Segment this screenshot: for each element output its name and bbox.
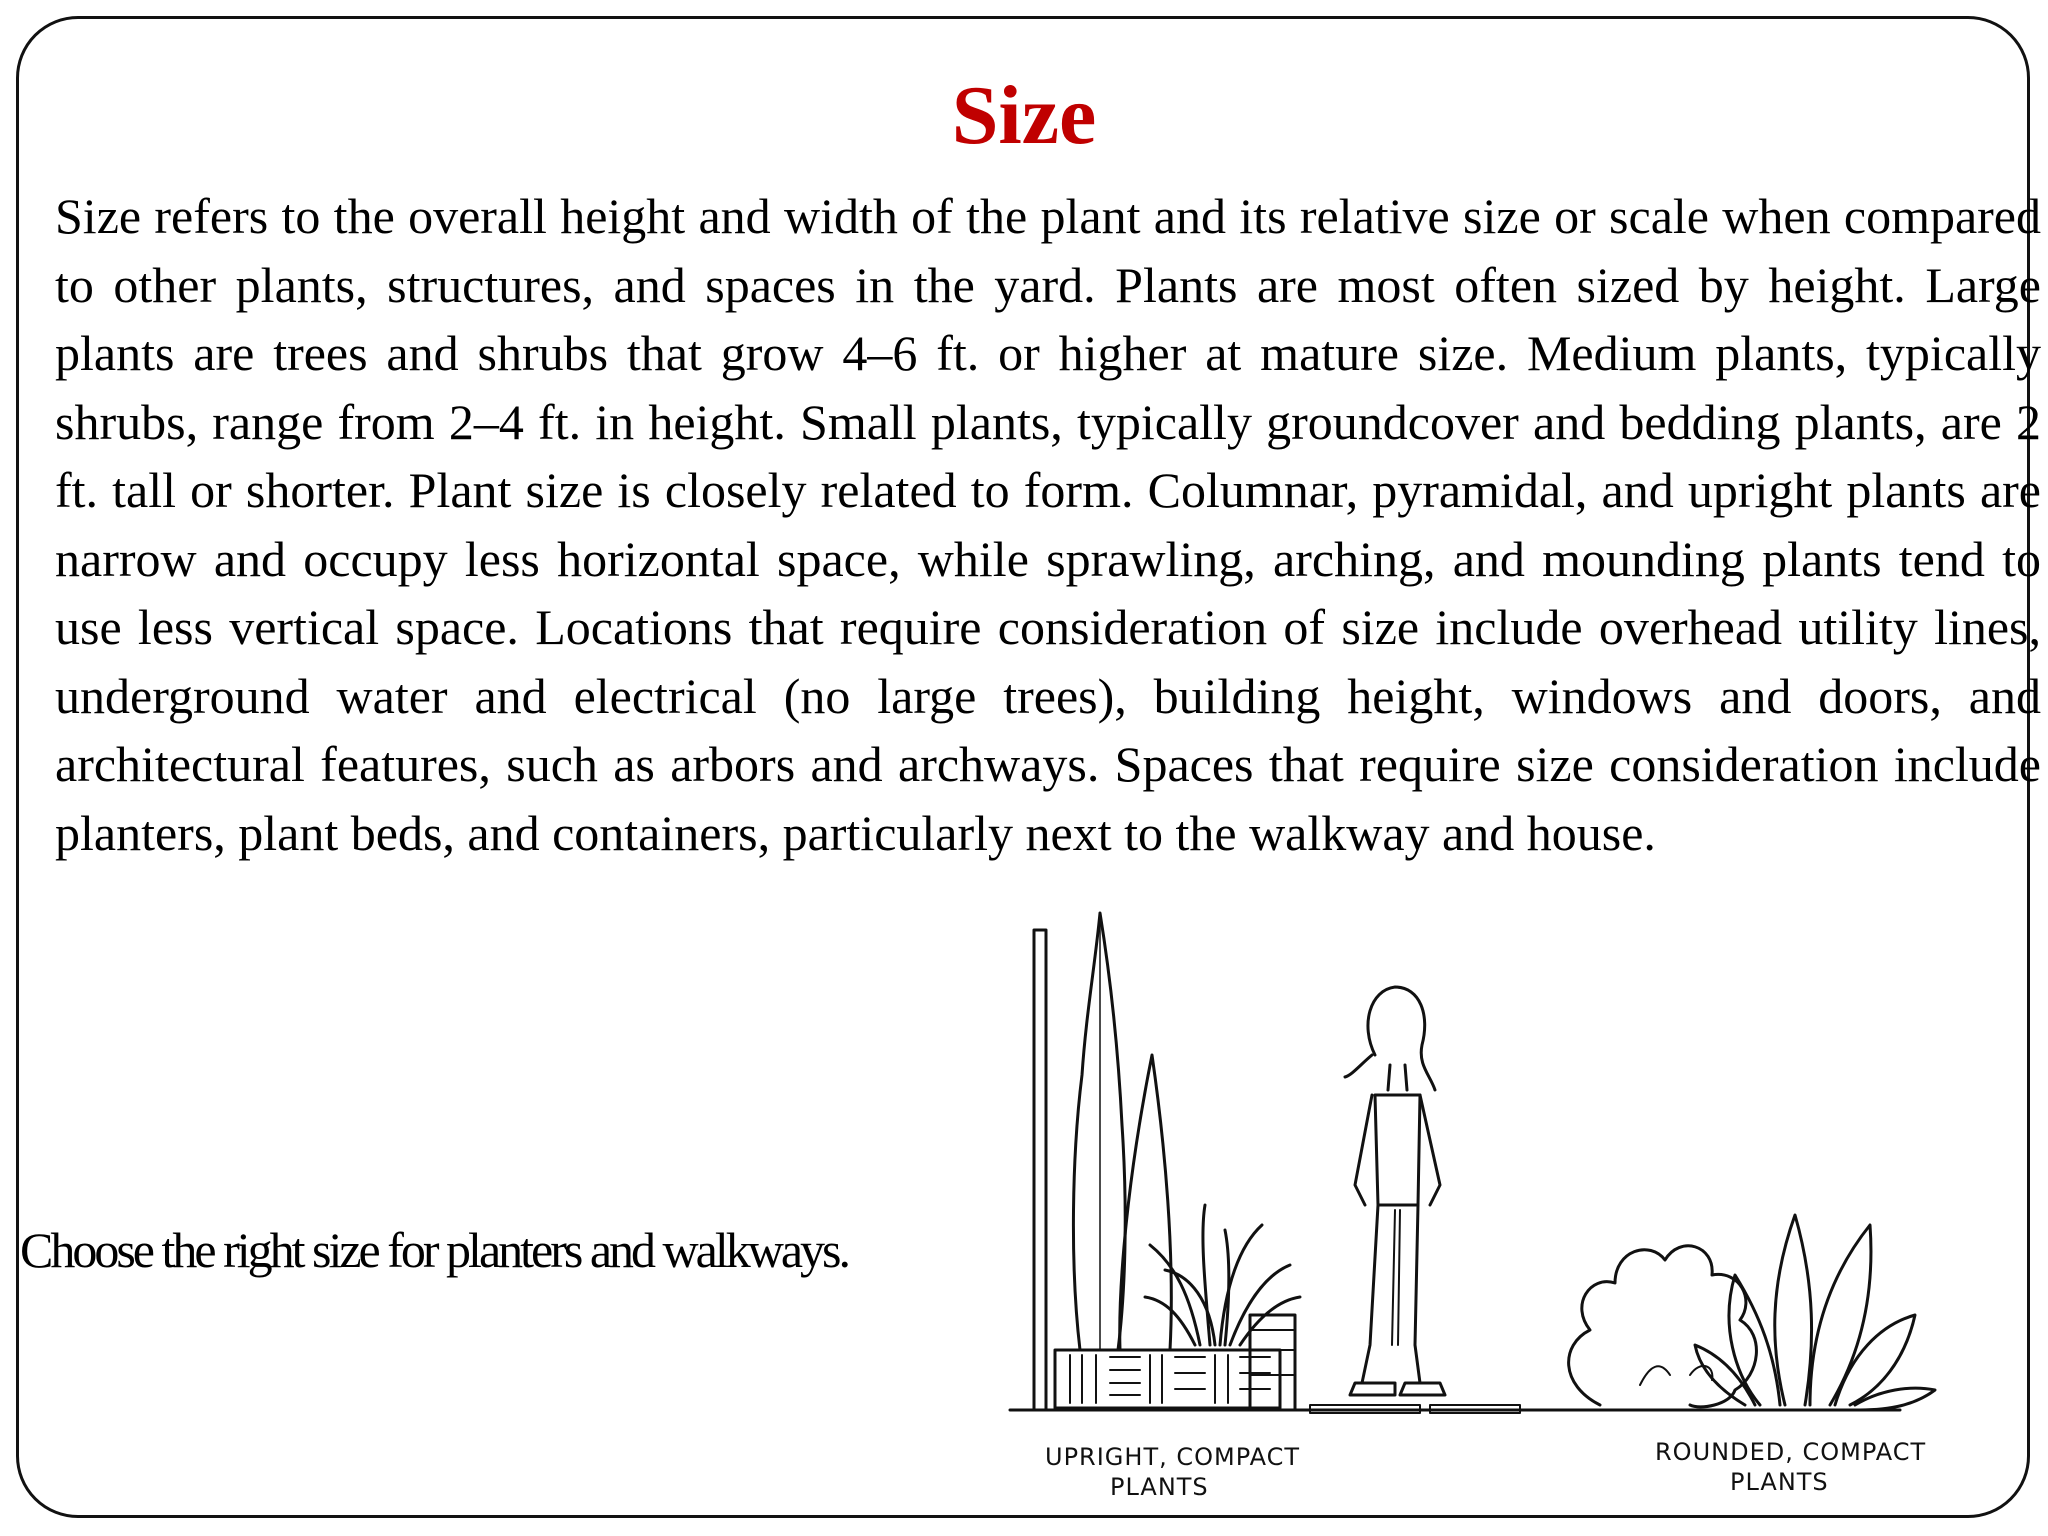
sketch-label-left-2: PLANTS	[1110, 1473, 1209, 1501]
spiky-plant	[1695, 1215, 1935, 1410]
sketch-label-right-2: PLANTS	[1730, 1468, 1829, 1496]
person-figure	[1345, 987, 1445, 1395]
sketch-label-left-1: UPRIGHT, COMPACT	[1045, 1443, 1301, 1471]
plant-size-sketch	[1000, 905, 2000, 1505]
slide-title: Size	[951, 69, 1097, 162]
illustration-caption: Choose the right size for planters and walkways.	[20, 1222, 848, 1278]
sketch-label-right-1: ROUNDED, COMPACT	[1655, 1438, 1927, 1466]
planter-box	[1055, 1315, 1295, 1410]
body-paragraph: Size refers to the overall height and width of the plant and its relative size or scale when compared to other plants, structures, and spaces in the yard. Plants are most often sized by height. Large plants are trees and shrubs that grow 4–6 ft. or higher at mature size. Medium plants, typically shrubs, range from 2–4 ft. in height. Small plants, typically groundcover and bedding plants, are 2 ft. tall or shorter. Plant size is closely related to form. Columnar, pyramidal, and upright plants are narrow and occupy less horizontal space, while sprawling, arching, and mounding plants tend to use less vertical space. Locations that require consideration of size include overhead utility lines, underground water and electrical (no large trees), building height, windows and doors, and architectural features, such as arbors and archways. Spaces that require size consideration include planters, plant beds, and containers, particularly next to the walkway and house.	[55, 188, 2041, 861]
house-wall	[1034, 930, 1046, 1410]
